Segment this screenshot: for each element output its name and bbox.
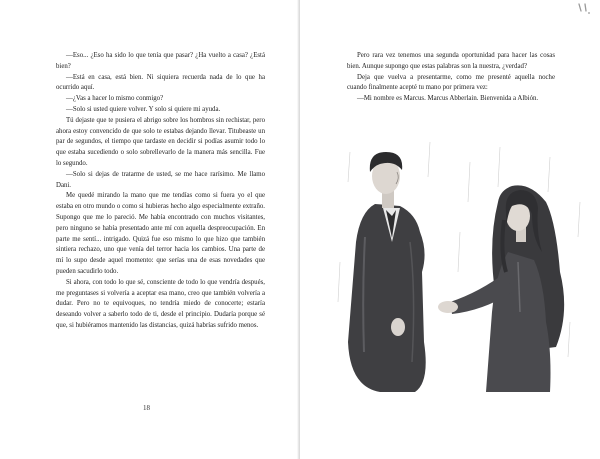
paragraph: Si ahora, con todo lo que sé, consciente de todo lo que vendría después, me preguntases si volvería a aceptar esa mano, creo que también volvería a dudar. Pero no te equivoques, no tendría miedo de conocerte; estaría deseando volver a saberlo todo de ti, desde el principio. Dudaría porque sé que, si hubiéramos mantenido las distancias, quizá habrías sufrido menos. xyxy=(56,278,265,329)
paragraph: —Solo si usted quiere volver. Y solo si quiere mi ayuda. xyxy=(66,105,221,113)
figure-woman xyxy=(438,185,564,392)
left-page xyxy=(0,0,299,459)
paragraph: —Mi nombre es Marcus. Marcus Abberlain. Bienvenida a Albión. xyxy=(357,95,539,103)
page-number: 18 xyxy=(143,404,150,412)
paragraph: Pero rara vez tenemos una segunda oportunidad para hacer las cosas bien. Aunque supongo que estas palabras son la nuestra, ¿verdad? xyxy=(347,52,555,70)
paragraph: Tú dejaste que te pusiera el abrigo sobre los hombros sin rechistar, pero ahora estoy convencido de que solo te estabas dejando llevar. Titubeaste un par de segundos, el tiempo que tardaste en decidir si podías asumir todo lo que estaba sucediendo o solo sobrellevarlo de la manera más sencilla. Fue lo segundo. xyxy=(56,116,265,167)
page-corner-mark xyxy=(576,2,592,16)
paragraph: Deja que vuelva a presentarme, como me presenté aquella noche cuando finalmente acepté tu mano por primera vez: xyxy=(347,73,555,92)
paragraph: Me quedé mirando la mano que me tendías como si fuera yo el que estaba en otro mundo o como si hubieras hecho algo especialmente extraño. Supongo que me lo pareció. Me había encontrado con muchos visitantes, pero ninguno se había presentado ante mí con aquella despreocupación. En parte me sentí... intrigado. Quizá fue eso mismo lo que hizo que también sintiera rechazo, uno que venía del terror hacia los cambios. Una parte de mí lo supo desde aquel momento: que serías una de esas novedades que pueden sacudirlo todo. xyxy=(56,192,265,275)
paragraph: —Solo si dejas de tratarme de usted, se me hace rarísimo. Me llamo Dani. xyxy=(56,170,265,189)
paragraph: —¿Vas a hacer lo mismo conmigo? xyxy=(66,95,164,103)
figure-man xyxy=(348,152,426,392)
paragraph: —Está en casa, está bien. Ni siquiera recuerda nada de lo que ha ocurrido aquí. xyxy=(56,73,265,92)
left-page-text xyxy=(56,51,265,332)
paragraph: —Eso... ¿Eso ha sido lo que tenía que pasar? ¿Ha vuelto a casa? ¿Está bien? xyxy=(56,52,265,70)
illustration xyxy=(320,142,588,402)
right-page-text xyxy=(347,51,555,105)
